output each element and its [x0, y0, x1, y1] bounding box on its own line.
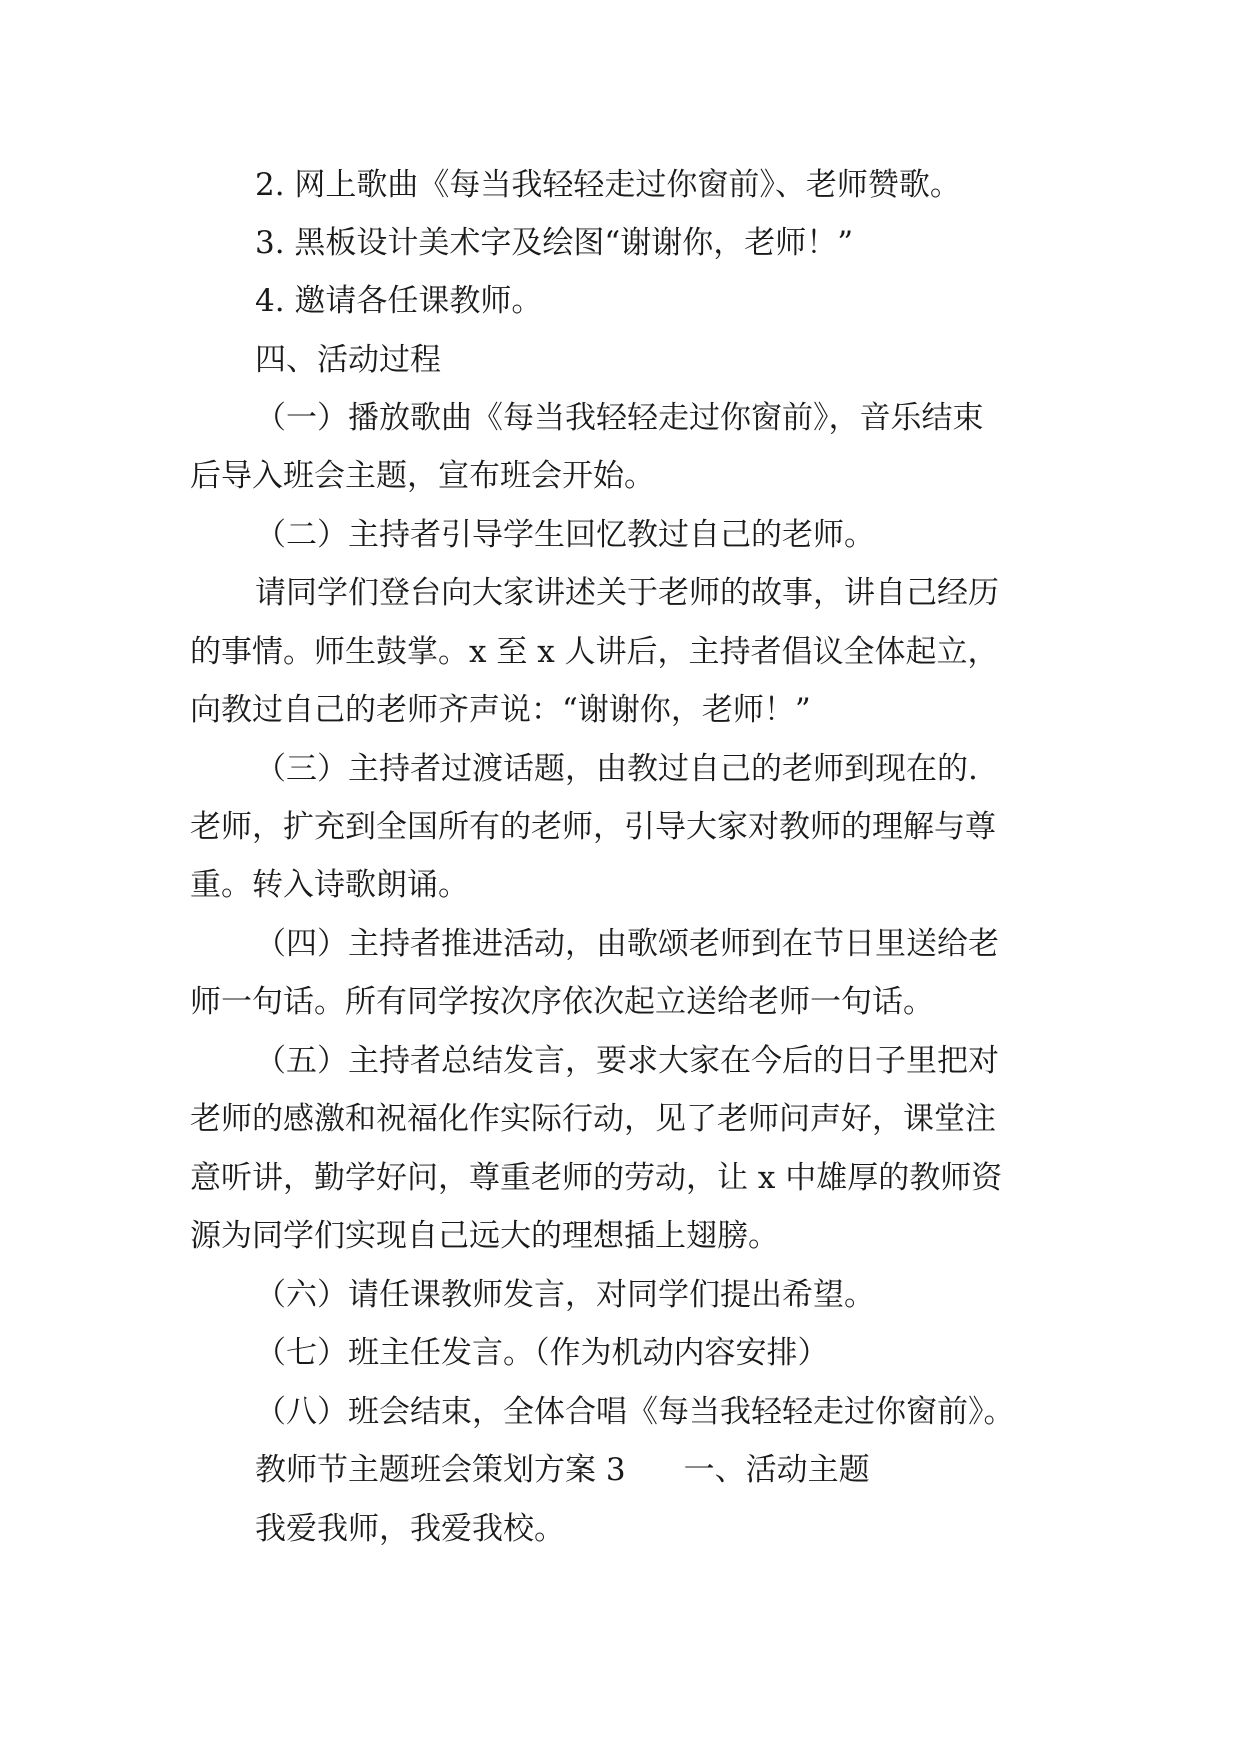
- step-8-line-1: （八）班会结束，全体合唱《每当我轻轻走过你窗前》。: [255, 1394, 1015, 1430]
- step-2-line-1: （二）主持者引导学生回忆教过自己的老师。: [255, 517, 875, 553]
- step-4-line-2: 师一句话。所有同学按次序依次起立送给老师一句话。: [190, 984, 934, 1020]
- step-6-line-1: （六）请任课教师发言，对同学们提出希望。: [255, 1277, 875, 1313]
- list-item-4: 4. 邀请各任课教师。: [255, 283, 543, 319]
- theme-statement: 我爱我师，我爱我校。: [255, 1511, 565, 1547]
- list-item-3: 3. 黑板设计美术字及绘图“谢谢你，老师！”: [255, 225, 854, 261]
- step-3-line-1: （三）主持者过渡话题，由教过自己的老师到现在的.: [255, 751, 978, 787]
- step-5-line-4: 源为同学们实现自己远大的理想插上翅膀。: [190, 1218, 779, 1254]
- step-2-detail-line-3: 向教过自己的老师齐声说：“谢谢你，老师！”: [190, 692, 811, 728]
- step-3-line-2: 老师，扩充到全国所有的老师，引导大家对教师的理解与尊: [190, 809, 996, 845]
- step-1-line-2: 后导入班会主题，宣布班会开始。: [190, 458, 655, 494]
- step-5-line-2: 老师的感激和祝福化作实际行动，见了老师问声好，课堂注: [190, 1101, 996, 1137]
- plan-subheading: 一、活动主题: [683, 1452, 870, 1488]
- step-7-line-1: （七）班主任发言。（作为机动内容安排）: [255, 1335, 829, 1371]
- step-2-detail-line-1: 请同学们登台向大家讲述关于老师的故事，讲自己经历: [255, 575, 999, 611]
- list-item-2: 2. 网上歌曲《每当我轻轻走过你窗前》、老师赞歌。: [255, 167, 961, 203]
- plan-title: 教师节主题班会策划方案 3: [255, 1452, 626, 1488]
- step-3-line-3: 重。转入诗歌朗诵。: [190, 867, 469, 903]
- section-heading-activity-process: 四、活动过程: [255, 342, 441, 378]
- step-1-line-1: （一）播放歌曲《每当我轻轻走过你窗前》，音乐结束: [255, 400, 984, 436]
- step-4-line-1: （四）主持者推进活动，由歌颂老师到在节日里送给老: [255, 926, 999, 962]
- plan-heading: [255, 1443, 870, 1497]
- step-2-detail-line-2: 的事情。师生鼓掌。x 至 x 人讲后，主持者倡议全体起立，: [190, 634, 999, 670]
- step-5-line-3: 意听讲，勤学好问，尊重老师的劳动，让 x 中雄厚的教师资: [190, 1160, 1003, 1196]
- step-5-line-1: （五）主持者总结发言，要求大家在今后的日子里把对: [255, 1043, 999, 1079]
